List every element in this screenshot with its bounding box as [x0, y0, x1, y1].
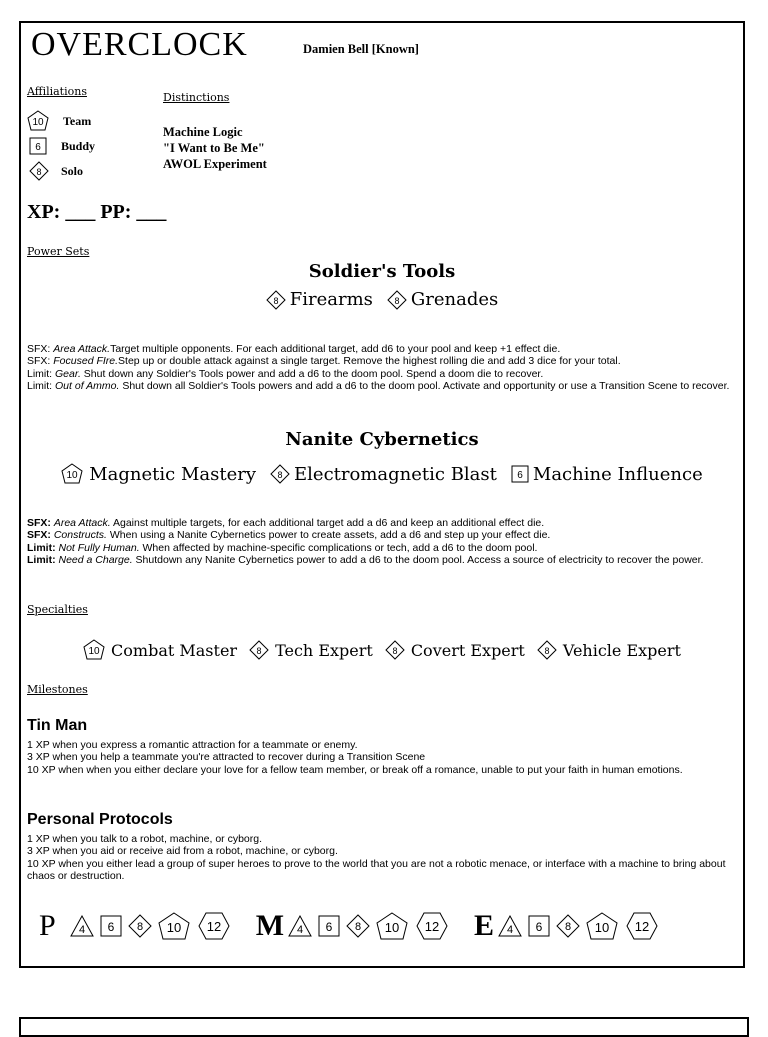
d6-icon: [511, 465, 529, 483]
next-page-edge: [19, 1017, 749, 1037]
svg-text:10: 10: [166, 920, 181, 935]
svg-text:10: 10: [66, 470, 78, 481]
svg-text:6: 6: [325, 920, 333, 934]
d12-icon: [198, 911, 230, 941]
d12-icon: [626, 911, 658, 941]
d10-icon: [83, 639, 105, 661]
d6-icon: [100, 915, 122, 937]
specialty-name: Combat Master: [111, 640, 238, 660]
d12-icon: [416, 911, 448, 941]
affiliation-solo: [29, 161, 83, 181]
svg-text:8: 8: [277, 470, 283, 480]
d8-icon: [385, 640, 405, 660]
d10-icon: [586, 912, 618, 940]
svg-text:6: 6: [535, 920, 543, 934]
specialty-name: Tech Expert: [275, 640, 373, 660]
milestone-line: 3 XP when you aid or receive aid from a robot, machine, or cyborg.: [27, 845, 338, 858]
d8-icon: [556, 914, 580, 938]
d8-icon: [537, 640, 557, 660]
svg-text:4: 4: [78, 924, 85, 936]
d4-icon: [70, 915, 94, 937]
d10-icon: [61, 463, 83, 485]
milestone-line: 10 XP when you either lead a group of super heroes to prove to the world that you are not a robotic menace, or interface with a machine to bring about chaos or destruction.: [27, 857, 726, 882]
d6-icon: [318, 915, 340, 937]
affiliations-heading: Affiliations: [27, 85, 87, 98]
svg-text:10: 10: [32, 117, 44, 128]
svg-text:8: 8: [273, 295, 279, 306]
affiliation-label: Solo: [61, 163, 84, 178]
specialty-name: Vehicle Expert: [562, 640, 681, 660]
svg-text:8: 8: [394, 295, 400, 306]
milestone-lines: [27, 833, 743, 882]
svg-text:12: 12: [424, 919, 440, 934]
d8-icon: [249, 640, 269, 660]
milestone-title: Tin Man: [27, 717, 88, 734]
d6-icon: [528, 915, 550, 937]
distinctions-heading: Distinctions: [163, 91, 230, 104]
svg-text:8: 8: [354, 921, 362, 933]
power-name: Firearms: [289, 289, 373, 310]
d8-icon: [270, 464, 290, 484]
milestones-heading: Milestones: [27, 683, 88, 696]
sfx-list: [27, 343, 743, 392]
svg-text:4: 4: [506, 924, 514, 936]
specialty-list: [21, 639, 743, 661]
affiliation-team: [27, 110, 91, 132]
power-name: Electromagnetic Blast: [294, 463, 497, 485]
d8-icon: [266, 290, 286, 310]
limit-item: Limit: Out of Ammo. Shut down all Soldier's Tools powers and add a d6 to the doom pool. Activate and opportunity or use a Transition Scene to recover.: [27, 379, 730, 392]
d8-icon: [29, 161, 49, 181]
limit-item: Limit: Gear. Shut down any Soldier's Tools power and add a d6 to the doom pool. Spend a doom die to recover.: [27, 367, 544, 380]
svg-text:8: 8: [544, 646, 550, 656]
power-name: Grenades: [410, 289, 499, 310]
physical-letter: P: [39, 909, 56, 942]
mental-letter: M: [255, 909, 285, 942]
sfx-list: [27, 517, 743, 566]
svg-text:8: 8: [256, 646, 262, 656]
svg-text:8: 8: [392, 646, 398, 656]
svg-text:6: 6: [517, 470, 523, 481]
milestone-title: Personal Protocols: [27, 811, 173, 828]
power-list: [21, 289, 743, 310]
power-set-title: Soldier's Tools: [308, 261, 456, 282]
limit-item: Limit: Need a Charge. Shutdown any Nanite Cybernetics power to add a d6 to the doom pool. Access a source of electricity to recover the power.: [27, 553, 704, 566]
milestone-line: 10 XP when when you either declare your love for a fellow team member, or break off a romance, unable to put your faith in human emotions.: [27, 763, 683, 776]
power-sets-heading: Power Sets: [27, 245, 90, 258]
svg-text:8: 8: [36, 167, 42, 177]
svg-text:10: 10: [88, 646, 100, 657]
emotional-letter: E: [474, 909, 495, 942]
pme-row: [39, 909, 658, 943]
d8-icon: [346, 914, 370, 938]
limit-item: Limit: Not Fully Human. When affected by machine-specific complications or tech, add a d6 to the doom pool.: [27, 541, 538, 554]
svg-text:8: 8: [136, 921, 143, 933]
d10-icon: [376, 912, 408, 940]
svg-text:6: 6: [35, 142, 41, 153]
specialties-heading: Specialties: [27, 603, 88, 616]
milestone-line: 3 XP when you help a teammate you're attracted to recover during a Transition Scene: [27, 751, 426, 764]
d6-icon: [29, 137, 47, 155]
svg-text:4: 4: [296, 924, 304, 936]
character-sheet: [19, 21, 745, 968]
affiliation-label: Buddy: [61, 138, 96, 153]
specialty-name: Covert Expert: [410, 640, 525, 660]
sfx-item: SFX: Focused FIre.Step up or double attack against a single target. Remove the highest rolling die and add 3 dice for your total.: [27, 355, 621, 368]
distinction-2: "I Want to Be Me": [163, 141, 265, 155]
power-name: Magnetic Mastery: [89, 463, 257, 485]
affiliation-buddy: [29, 137, 95, 155]
svg-text:8: 8: [564, 921, 572, 933]
sfx-item: SFX: Area Attack. Against multiple targets, for each additional target add a d6 and keep an additional effect die.: [27, 517, 545, 529]
power-list: [21, 463, 743, 485]
affiliation-label: Team: [63, 113, 92, 128]
svg-text:10: 10: [384, 920, 400, 935]
xp-pp-line: XP: ___ PP: ___: [27, 201, 167, 223]
svg-text:12: 12: [206, 919, 221, 934]
power-set-title: Nanite Cybernetics: [285, 429, 479, 450]
d10-icon: [158, 912, 190, 940]
milestone-line: 1 XP when you express a romantic attraction for a teammate or enemy.: [27, 739, 358, 751]
milestone-lines: [27, 739, 743, 776]
distinction-1: Machine Logic: [163, 125, 243, 139]
d10-icon: [27, 110, 49, 132]
d8-icon: [387, 290, 407, 310]
character-title: OVERCLOCK: [31, 26, 248, 63]
milestone-line: 1 XP when you talk to a robot, machine, or cyborg.: [27, 833, 263, 845]
sfx-item: SFX: Constructs. When using a Nanite Cybernetics power to create assets, add a d6 and step up your effect die.: [27, 529, 551, 542]
player-name: Damien Bell [Known]: [303, 42, 419, 56]
svg-text:12: 12: [634, 919, 650, 934]
power-name: Machine Influence: [532, 463, 703, 485]
distinction-3: AWOL Experiment: [163, 157, 267, 171]
svg-text:6: 6: [107, 920, 115, 934]
sfx-item: SFX: Area Attack.Target multiple opponents. For each additional target, add d6 to your pool and keep +1 effect die.: [27, 343, 561, 355]
svg-text:10: 10: [594, 920, 610, 935]
d8-icon: [128, 914, 152, 938]
d4-icon: [498, 915, 522, 937]
d4-icon: [288, 915, 312, 937]
